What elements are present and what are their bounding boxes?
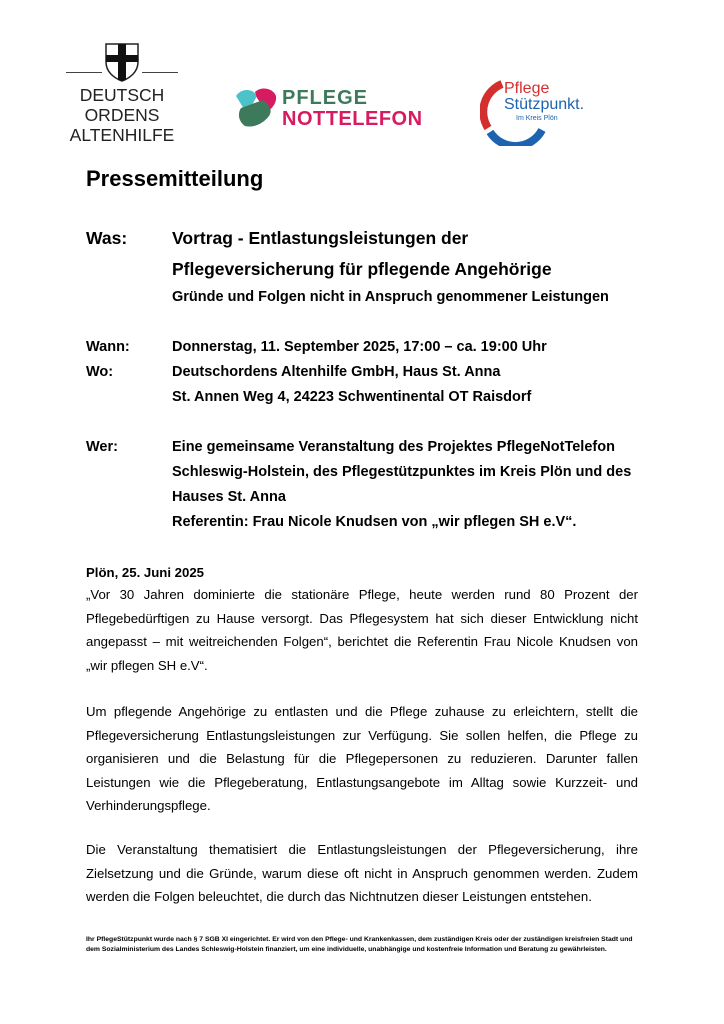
wann-value: Donnerstag, 11. September 2025, 17:00 – ca. 19:00 Uhr [172,339,547,355]
logo-line: DEUTSCH [79,85,165,105]
pnt-wordmark-line1: PFLEGE [282,87,369,109]
was-subtitle: Gründe und Folgen nicht in Anspruch genommener Leistungen [172,289,609,305]
psp-wordmark-line2: Stützpunkt. [504,96,585,113]
logo-line: ALTENHILFE [69,125,175,145]
was-title-line2: Pflegeversicherung für pflegende Angehörige [172,259,552,279]
cross-shield-icon [102,42,142,82]
was-title-line1: Vortrag - Entlastungsleistungen der [172,228,469,248]
psp-wordmark-line1: Pflege [504,80,550,97]
body-paragraph: Um pflegende Angehörige zu entlasten und die Pflege zuhause zu erleichtern, stellt die Pflegeversicherung Entlastungsleistungen zur Verfügung. Sie sollen helfen, die Pflege zu organisieren und die Belastung für die Pflegepersonen zu reduzieren. Darunter fallen Leistungen wie die Pflegeberatung, Entlastungsangebote im Alltag sowie Kurzzeit- und Verhinderungspflege. [86,704,638,813]
body-paragraph: Die Veranstaltung thematisiert die Entlastungsleistungen der Pflegeversicherung, ihre Zielsetzung und die Gründe, warum diese oft nicht in Anspruch genommen werden. Zudem werden die Folgen beleuchtet, die durch das Nichtnutzen dieser Leistungen entstehen. [86,842,638,904]
body-paragraph: „Vor 30 Jahren dominierte die stationäre Pflege, heute werden rund 80 Prozent der Pflegebedürftigen zu Hause versorgt. Das Pflegesystem hat sich dieser Entwicklung nicht angepasst – mit weitreichenden Folgen“, berichtet die Referentin Frau Nicole Knudsen von „wir pflegen SH e.V“. [86,587,638,673]
heart-shield-icon [233,86,279,130]
dateline: Plön, 25. Juni 2025 [86,565,205,580]
logo-line: ORDENS [84,105,160,125]
psp-wordmark-line3: Im Kreis Plön [516,115,558,122]
footnote: Ihr PflegeStützpunkt wurde nach § 7 SGB XI eingerichtet. Er wird von den Pflege- und Krankenkassen, dem zuständigen Kreis oder der zuständigen kreisfreien Stadt und dem Sozialministerium des Landes Schleswig-Holstein finanziert, um eine individuelle, unabhängige und kostenfreie Information und Beratung zu gewährleisten. [86,936,633,953]
wo-line1: Deutschordens Altenhilfe GmbH, Haus St. Anna [172,364,501,380]
wer-line2: Schleswig-Holstein, des Pflegestützpunktes im Kreis Plön und des [172,464,632,480]
wer-line3: Hauses St. Anna [172,489,286,505]
logo-rule-left [66,72,102,73]
was-label: Was: [86,228,128,248]
wo-line2: St. Annen Weg 4, 24223 Schwentinental OT Raisdorf [172,389,532,405]
wo-label: Wo: [86,364,114,380]
logo-rule-right [142,72,178,73]
pflegenottelefon-logo [233,86,423,134]
deutschordens-wordmark [66,85,178,145]
page-title: Pressemitteilung [86,166,264,191]
wer-line1: Eine gemeinsame Veranstaltung des Projektes PflegeNotTelefon [172,439,615,455]
pflegestuetzpunkt-logo [480,80,610,150]
deutschordens-logo [66,42,178,152]
pnt-wordmark-line2: NOTTELEFON [282,108,423,130]
wer-line4: Referentin: Frau Nicole Knudsen von „wir pflegen SH e.V“. [172,514,577,530]
wann-label: Wann: [86,339,130,355]
wer-label: Wer: [86,439,118,455]
